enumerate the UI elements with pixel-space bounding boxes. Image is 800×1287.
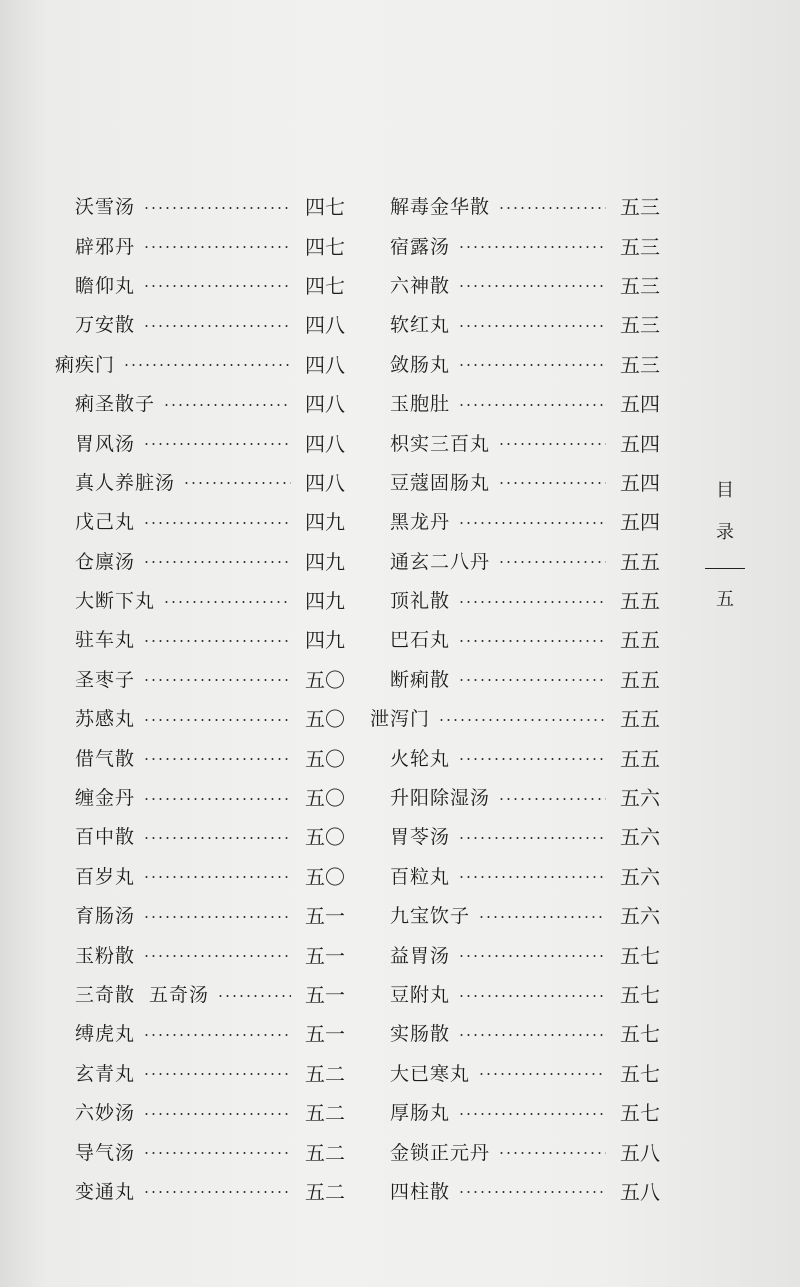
toc-entry <box>370 383 660 422</box>
toc-entry <box>370 816 660 855</box>
toc-entry <box>55 895 345 934</box>
toc-entry-page: 五七 <box>620 1022 660 1047</box>
toc-entry-name: 玉粉散 <box>75 944 136 967</box>
toc-entry <box>55 619 345 658</box>
toc-entry <box>370 344 660 383</box>
dot-leader <box>478 916 606 918</box>
dot-leader <box>143 955 291 957</box>
toc-entry-page: 四八 <box>305 470 345 495</box>
toc-entry <box>55 225 345 264</box>
toc-entry-name: 九宝饮子 <box>390 905 471 928</box>
toc-entry-page: 四九 <box>305 549 345 574</box>
dot-leader <box>123 364 291 366</box>
toc-entry-page: 五一 <box>305 1022 345 1047</box>
dot-leader <box>143 1073 291 1075</box>
dot-leader <box>143 916 291 918</box>
dot-leader <box>163 601 291 603</box>
dot-leader <box>143 1152 291 1154</box>
side-divider <box>705 568 745 569</box>
toc-entry-page: 五四 <box>620 431 660 456</box>
dot-leader <box>143 443 291 445</box>
toc-right-column <box>370 186 660 1210</box>
dot-leader <box>143 798 291 800</box>
toc-entry-page: 四九 <box>305 510 345 535</box>
toc-entry-name: 沃雪汤 <box>75 196 136 219</box>
toc-entry-name: 变通丸 <box>75 1180 136 1203</box>
toc-entry-name: 瞻仰丸 <box>75 274 136 297</box>
dot-leader <box>498 1152 606 1154</box>
toc-entry-page: 五二 <box>305 1140 345 1165</box>
toc-left-column <box>55 186 345 1210</box>
toc-entry <box>55 698 345 737</box>
toc-entry-page: 五七 <box>620 1061 660 1086</box>
toc-entry-name: 厚肠丸 <box>390 1102 451 1125</box>
dot-leader <box>143 561 291 563</box>
toc-entry-name: 辟邪丹 <box>75 235 136 258</box>
toc-entry-name: 真人养脏汤 <box>75 471 176 494</box>
toc-entry <box>55 974 345 1013</box>
dot-leader <box>458 325 606 327</box>
toc-entry-name: 大断下丸 <box>75 590 156 613</box>
dot-leader <box>458 1113 606 1115</box>
toc-entry-page: 四九 <box>305 589 345 614</box>
toc-entry <box>370 777 660 816</box>
dot-leader <box>458 955 606 957</box>
toc-entry <box>55 659 345 698</box>
page-number: 五 <box>716 589 734 610</box>
toc-entry-page: 五五 <box>620 667 660 692</box>
toc-section-heading <box>55 344 345 383</box>
toc-entry <box>55 541 345 580</box>
toc-entry <box>370 580 660 619</box>
toc-entry-name: 断痢散 <box>390 668 451 691</box>
toc-entry-page: 五一 <box>305 904 345 929</box>
toc-entry <box>370 659 660 698</box>
dot-leader <box>498 443 606 445</box>
toc-entry-page: 五〇 <box>305 825 345 850</box>
toc-entry <box>370 422 660 461</box>
toc-entry-page: 五五 <box>620 628 660 653</box>
toc-entry-name: 苏感丸 <box>75 708 136 731</box>
side-header <box>705 470 745 621</box>
dot-leader <box>458 364 606 366</box>
toc-entry-name: 玄青丸 <box>75 1062 136 1085</box>
toc-entry-name: 软红丸 <box>390 314 451 337</box>
toc-entry <box>370 186 660 225</box>
toc-entry-name: 泄泻门 <box>370 708 431 731</box>
toc-entry-name: 巴石丸 <box>390 629 451 652</box>
toc-entry-page: 五六 <box>620 825 660 850</box>
toc-entry-name: 百粒丸 <box>390 865 451 888</box>
toc-entry <box>55 934 345 973</box>
toc-entry-page: 五二 <box>305 1179 345 1204</box>
toc-entry <box>370 856 660 895</box>
toc-entry-page: 五四 <box>620 392 660 417</box>
dot-leader <box>217 995 291 997</box>
toc-entry-page: 五七 <box>620 1101 660 1126</box>
dot-leader <box>458 758 606 760</box>
toc-entry-page: 四七 <box>305 195 345 220</box>
toc-entry-page: 五三 <box>620 234 660 259</box>
toc-entry <box>55 1092 345 1131</box>
dot-leader <box>458 1191 606 1193</box>
dot-leader <box>478 1073 606 1075</box>
toc-entry-page: 五八 <box>620 1179 660 1204</box>
dot-leader <box>438 719 606 721</box>
dot-leader <box>458 1034 606 1036</box>
toc-entry-page: 五五 <box>620 746 660 771</box>
toc-entry-name: 缚虎丸 <box>75 1023 136 1046</box>
toc-entry-name: 大已寒丸 <box>390 1062 471 1085</box>
dot-leader <box>183 482 291 484</box>
toc-section-heading <box>370 698 660 737</box>
toc-entry-name: 导气汤 <box>75 1141 136 1164</box>
dot-leader <box>143 1034 291 1036</box>
dot-leader <box>143 758 291 760</box>
toc-entry-name: 六神散 <box>390 274 451 297</box>
toc-entry <box>370 541 660 580</box>
toc-entry <box>55 501 345 540</box>
toc-entry-page: 五五 <box>620 549 660 574</box>
dot-leader <box>143 246 291 248</box>
dot-leader <box>143 1113 291 1115</box>
toc-entry-page: 五一 <box>305 943 345 968</box>
toc-entry-name: 胃苓汤 <box>390 826 451 849</box>
toc-entry-page: 五三 <box>620 313 660 338</box>
toc-entry <box>370 265 660 304</box>
dot-leader <box>458 640 606 642</box>
toc-entry-page: 五三 <box>620 273 660 298</box>
toc-entry-name: 育肠汤 <box>75 905 136 928</box>
toc-entry-name: 豆附丸 <box>390 984 451 1006</box>
toc-entry <box>55 777 345 816</box>
dot-leader <box>143 876 291 878</box>
toc-entry-page: 五二 <box>305 1101 345 1126</box>
toc-entry-page: 五一 <box>305 983 345 1007</box>
toc-entry-name: 玉胞肚 <box>390 393 451 416</box>
toc-entry-page: 四七 <box>305 273 345 298</box>
toc-entry-note: 五奇汤 <box>149 984 210 1006</box>
toc-entry <box>370 619 660 658</box>
toc-entry-name: 宿露汤 <box>390 235 451 258</box>
toc-entry <box>370 1013 660 1052</box>
dot-leader <box>498 482 606 484</box>
toc-entry-page: 五五 <box>620 707 660 732</box>
toc-entry-page: 五七 <box>620 983 660 1007</box>
toc-entry-page: 五六 <box>620 786 660 811</box>
toc-entry <box>370 501 660 540</box>
dot-leader <box>458 995 606 997</box>
toc-entry-page: 五八 <box>620 1140 660 1165</box>
toc-entry-name: 通玄二八丹 <box>390 550 491 573</box>
dot-leader <box>458 837 606 839</box>
toc-entry <box>370 974 660 1013</box>
toc-entry <box>55 304 345 343</box>
dot-leader <box>143 640 291 642</box>
toc-entry-page: 四八 <box>305 392 345 417</box>
toc-entry <box>55 816 345 855</box>
dot-leader <box>143 285 291 287</box>
toc-entry-page: 四九 <box>305 628 345 653</box>
toc-entry-name: 四柱散 <box>390 1180 451 1203</box>
toc-entry-page: 五二 <box>305 1061 345 1086</box>
toc-entry-page: 五〇 <box>305 746 345 771</box>
toc-entry <box>370 1092 660 1131</box>
toc-entry-name: 六妙汤 <box>75 1102 136 1125</box>
toc-entry <box>370 1131 660 1170</box>
toc-entry <box>370 1171 660 1210</box>
dot-leader <box>458 285 606 287</box>
toc-entry-name: 顶礼散 <box>390 590 451 613</box>
toc-entry-name: 三奇散 <box>75 984 136 1006</box>
toc-entry <box>55 265 345 304</box>
toc-entry-name: 敛肠丸 <box>390 353 451 376</box>
toc-entry-name: 金锁正元丹 <box>390 1141 491 1164</box>
toc-entry <box>370 1053 660 1092</box>
toc-entry-page: 五〇 <box>305 864 345 889</box>
toc-entry-name: 升阳除湿汤 <box>390 787 491 810</box>
toc-entry-name: 圣枣子 <box>75 668 136 691</box>
toc-entry-name: 黑龙丹 <box>390 511 451 534</box>
dot-leader <box>163 404 291 406</box>
dot-leader <box>458 522 606 524</box>
section-label-char-1: 目 <box>716 480 734 501</box>
toc-entry-name: 火轮丸 <box>390 747 451 770</box>
dot-leader <box>143 325 291 327</box>
toc-entry <box>55 462 345 501</box>
dot-leader <box>143 1191 291 1193</box>
toc-entry-name: 枳实三百丸 <box>390 432 491 455</box>
toc-entry <box>55 1131 345 1170</box>
toc-entry <box>370 225 660 264</box>
toc-entry-name: 仓廪汤 <box>75 550 136 573</box>
dot-leader <box>143 837 291 839</box>
dot-leader <box>498 561 606 563</box>
toc-entry-name: 借气散 <box>75 747 136 770</box>
toc-entry <box>370 462 660 501</box>
toc-entry <box>55 1013 345 1052</box>
toc-entry <box>55 1053 345 1092</box>
dot-leader <box>458 876 606 878</box>
toc-entry-name: 痢疾门 <box>55 353 116 376</box>
toc-entry-page: 五六 <box>620 904 660 929</box>
toc-entry <box>370 934 660 973</box>
toc-entry-page: 五四 <box>620 470 660 495</box>
dot-leader <box>143 679 291 681</box>
dot-leader <box>143 207 291 209</box>
toc-entry-name: 驻车丸 <box>75 629 136 652</box>
toc-entry-name: 豆蔻固肠丸 <box>390 471 491 494</box>
toc-entry-name: 胃风汤 <box>75 432 136 455</box>
dot-leader <box>458 404 606 406</box>
dot-leader <box>143 719 291 721</box>
toc-entry <box>55 737 345 776</box>
toc-entry-name: 解毒金华散 <box>390 196 491 219</box>
toc-entry <box>55 422 345 461</box>
toc-entry-name: 实肠散 <box>390 1023 451 1046</box>
toc-entry-name: 痢圣散子 <box>75 393 156 416</box>
toc-entry <box>55 186 345 225</box>
toc-entry-name: 万安散 <box>75 314 136 337</box>
toc-entry-name: 缠金丹 <box>75 787 136 810</box>
toc-entry-name: 益胃汤 <box>390 944 451 967</box>
toc-entry-page: 五〇 <box>305 667 345 692</box>
toc-entry-page: 四八 <box>305 431 345 456</box>
section-label-char-2: 录 <box>716 522 734 543</box>
toc-entry-name: 百中散 <box>75 826 136 849</box>
toc-entry-page: 四八 <box>305 313 345 338</box>
toc-entry-page: 五六 <box>620 864 660 889</box>
toc-entry-name: 百岁丸 <box>75 865 136 888</box>
toc-entry-page: 五三 <box>620 195 660 220</box>
dot-leader <box>458 679 606 681</box>
toc-entry <box>370 304 660 343</box>
toc-entry <box>370 895 660 934</box>
toc-entry-page: 四七 <box>305 234 345 259</box>
toc-entry <box>55 580 345 619</box>
toc-entry <box>370 737 660 776</box>
dot-leader <box>458 246 606 248</box>
toc-entry-page: 五五 <box>620 589 660 614</box>
toc-entry-page: 五〇 <box>305 707 345 732</box>
toc-entry <box>55 856 345 895</box>
dot-leader <box>498 798 606 800</box>
toc-entry-page: 五七 <box>620 943 660 968</box>
toc-entry-page: 五四 <box>620 510 660 535</box>
toc-entry <box>55 383 345 422</box>
toc-entry <box>55 1171 345 1210</box>
toc-entry-page: 四八 <box>305 352 345 377</box>
dot-leader <box>458 601 606 603</box>
toc-entry-page: 五三 <box>620 352 660 377</box>
toc-entry-name: 戊己丸 <box>75 511 136 534</box>
toc-entry-page: 五〇 <box>305 786 345 811</box>
dot-leader <box>498 207 606 209</box>
dot-leader <box>143 522 291 524</box>
